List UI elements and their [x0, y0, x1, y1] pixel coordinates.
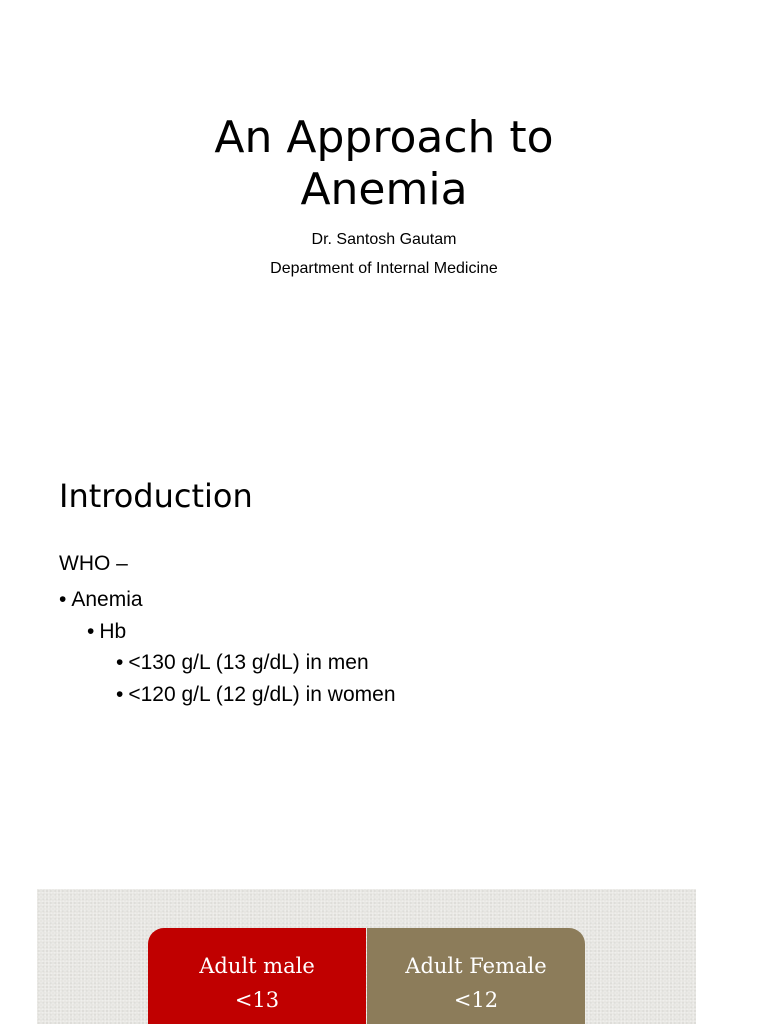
bullet-level-1 — [59, 587, 143, 613]
who-label-line — [59, 551, 128, 577]
title-slide — [0, 0, 768, 440]
bullet-text-hb: Hb — [99, 620, 127, 643]
bullet-level-2 — [87, 619, 126, 645]
bullet-text-anemia: Anemia — [71, 588, 143, 611]
adult-female-label: Adult Female — [405, 954, 547, 978]
bullet-text-men: <130 g/L (13 g/dL) in men — [128, 651, 369, 674]
adult-male-value: <13 — [234, 988, 280, 1012]
adult-female-value: <12 — [453, 988, 499, 1012]
bullet-icon: • — [87, 620, 95, 643]
hb-threshold-table-slide — [37, 889, 696, 1024]
adult-male-label: Adult male — [199, 954, 315, 978]
bullet-level-3-women — [116, 682, 396, 708]
bullet-text-women: <120 g/L (12 g/dL) in women — [128, 683, 396, 706]
slide-title — [0, 112, 768, 216]
table-cell-adult-female — [367, 928, 585, 1024]
bullet-icon: • — [116, 651, 124, 674]
slide-title-line-2: Anemia — [300, 164, 468, 215]
who-label: WHO – — [59, 552, 128, 575]
introduction-slide — [0, 440, 768, 860]
table-cell-adult-male — [148, 928, 366, 1024]
author-name: Dr. Santosh Gautam — [311, 231, 457, 248]
bullet-icon: • — [59, 588, 67, 611]
slide-title-line-1: An Approach to — [214, 112, 554, 163]
department-name: Department of Internal Medicine — [270, 260, 498, 277]
bullet-icon: • — [116, 683, 124, 706]
bullet-level-3-men — [116, 650, 369, 676]
introduction-heading: Introduction — [59, 477, 253, 515]
